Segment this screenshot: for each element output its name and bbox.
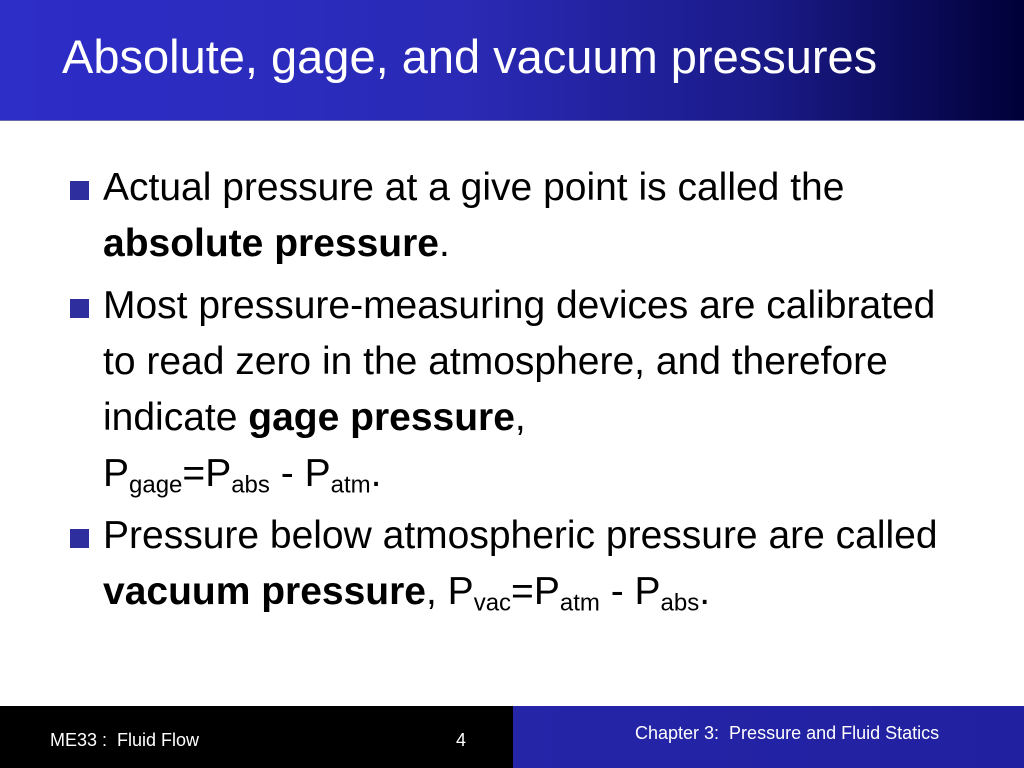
bullet-list xyxy=(70,160,970,626)
square-bullet-icon xyxy=(70,299,89,318)
formula-operator: = xyxy=(511,570,534,613)
bullet-item-gage-pressure xyxy=(70,278,970,502)
bullet-text-tail: , xyxy=(514,396,526,439)
formula-operator: - xyxy=(599,570,635,613)
formula-symbol: P xyxy=(533,570,560,613)
term-vacuum-pressure: vacuum pressure xyxy=(103,570,426,613)
formula-operator: = xyxy=(182,452,206,495)
formula-subscript: vac xyxy=(473,589,512,617)
bullet-text-lead: Most pressure-measuring devices are calibrated to read zero in the atmosphere, and therefore indicate xyxy=(103,284,936,439)
formula-symbol: P xyxy=(103,452,130,495)
bullet-text xyxy=(103,514,938,617)
formula-symbol: P xyxy=(304,452,331,495)
footer-left-panel xyxy=(0,706,513,768)
term-gage-pressure: gage pressure xyxy=(248,396,515,439)
footer-page-number: 4 xyxy=(456,730,467,750)
formula-symbol: P xyxy=(634,570,661,613)
bullet-item-vacuum-pressure xyxy=(70,508,970,620)
footer-course-name: ME33 : Fluid Flow xyxy=(50,730,200,750)
footer-chapter-title: Chapter 3: Pressure and Fluid Statics xyxy=(635,723,940,743)
footer-right-panel xyxy=(513,706,1024,768)
slide-title: Absolute, gage, and vacuum pressures xyxy=(62,30,878,83)
formula-subscript: atm xyxy=(330,471,371,499)
formula-vacuum xyxy=(447,570,711,617)
title-bar xyxy=(0,0,1024,121)
formula-subscript: abs xyxy=(231,471,270,499)
square-bullet-icon xyxy=(70,181,89,200)
formula-operator: - xyxy=(269,452,305,495)
formula-subscript: abs xyxy=(660,589,700,617)
bullet-text xyxy=(103,284,936,499)
bullet-text xyxy=(103,166,844,265)
formula-subscript: gage xyxy=(129,471,183,499)
formula-gage xyxy=(103,452,382,499)
formula-end: . xyxy=(370,452,382,495)
bullet-text-lead: Pressure below atmospheric pressure are called xyxy=(103,514,938,557)
formula-symbol: P xyxy=(205,452,232,495)
bullet-text-tail: , xyxy=(426,570,448,613)
bullet-item-absolute-pressure xyxy=(70,160,970,272)
square-bullet-icon xyxy=(70,529,89,548)
formula-subscript: atm xyxy=(559,589,600,617)
bullet-text-tail: . xyxy=(438,222,450,265)
bullet-text-lead: Actual pressure at a give point is called the xyxy=(103,166,845,209)
formula-end: . xyxy=(699,570,711,613)
formula-symbol: P xyxy=(447,570,474,613)
term-absolute-pressure: absolute pressure xyxy=(103,222,439,265)
